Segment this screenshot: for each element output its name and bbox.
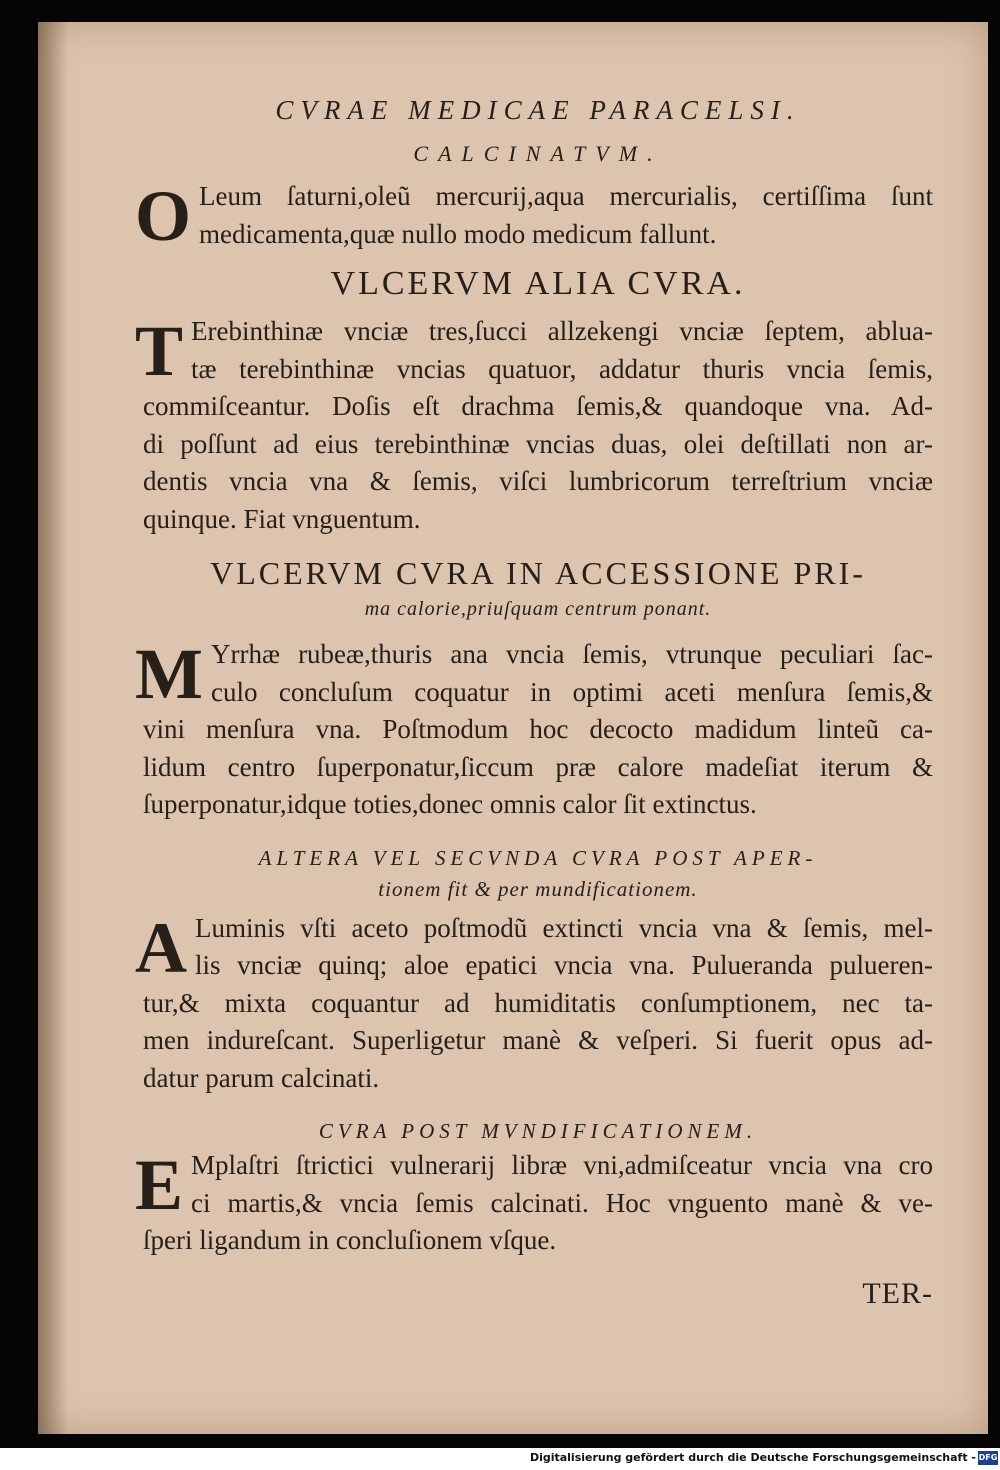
text-line: datur parum calcinati. [143, 1062, 380, 1093]
text-line: culo concluſum coquatur in optimi aceti menſura ſemis,& [210, 676, 933, 707]
text-line: vini menſura vna. Poſtmodum hoc decocto madidum linteũ ca- [143, 714, 933, 744]
paragraph-ulcerum-accessione [135, 634, 933, 824]
section-title-continuation: ma calorie,priuſquam centrum ponant. [364, 598, 712, 620]
paragraph-altera-cura [135, 907, 933, 1098]
spine-shadow [38, 22, 68, 1434]
drop-capital: O [135, 176, 192, 256]
text-line: Leum ſaturni,oleũ mercurij,aqua mercurialis, certiſſima ſunt [199, 181, 933, 211]
text-line: Luminis vſti aceto poſtmodũ extincti vncia vna & ſemis, mel- [195, 912, 933, 943]
text-line: ci martis,& vncia ſemis calcinati. Hoc vnguento manè & ve- [191, 1187, 933, 1218]
footer-bar [0, 1448, 1000, 1470]
footer-credit: Digitalisierung gefördert durch die Deutsche Forschungsgemeinschaft - [529, 1451, 976, 1464]
book-page [38, 22, 988, 1434]
section-title-ulcerum-alia-cura: VLCERVM ALIA CVRA. [330, 265, 746, 302]
catchword: TER- [862, 1276, 933, 1310]
text-line: commiſceantur. Doſis eſt drachma ſemis,& quandoque vna. Ad- [143, 391, 933, 421]
section-title-continuation: tionem fit & per mundificationem. [378, 876, 698, 901]
text-line: Yrrhæ rubeæ,thuris ana vncia ſemis, vtrunque peculiari ſac- [210, 639, 933, 669]
section-title-calcinatum: CALCINATVM. [413, 141, 663, 166]
drop-capital: T [135, 311, 184, 391]
text-line: tur,& mixta coquantur ad humiditatis conſumptionem, nec ta- [143, 987, 933, 1018]
running-head: CVRAE MEDICAE PARACELSI. [275, 95, 801, 125]
dfg-logo-icon: DFG [978, 1451, 998, 1465]
paragraph-ulcerum-alia-cura [135, 311, 933, 538]
section-title-altera-cura: ALTERA VEL SECVNDA CVRA POST APER- [258, 845, 818, 870]
drop-capital: E [135, 1145, 184, 1225]
paragraph-cura-post [135, 1145, 933, 1260]
text-line: Erebinthinæ vnciæ tres,ſucci allzekengi vnciæ ſeptem, ablua- [191, 316, 933, 346]
text-line: Mplaſtri ſtrictici vulnerarij libræ vni,admiſceatur vncia vna cro [191, 1150, 933, 1180]
text-line: ſperi ligandum in concluſionem vſque. [143, 1225, 557, 1255]
text-line: quinque. Fiat vnguentum. [143, 503, 421, 534]
text-line: lis vnciæ quinq; aloe epatici vncia vna. Pulueranda pulueren- [195, 950, 933, 980]
text-line: dentis vncia vna & ſemis, viſci lumbricorum terreſtrium vnciæ [143, 466, 933, 496]
paragraph-calcinatum [135, 176, 933, 256]
text-line: men indureſcant. Superligetur manè & veſperi. Si fuerit opus ad- [143, 1025, 933, 1055]
text-line: medicamenta,quæ nullo modo medicum fallunt. [199, 218, 717, 249]
drop-capital: A [135, 907, 187, 988]
section-title-cura-post: CVRA POST MVNDIFICATIONEM. [318, 1119, 758, 1143]
text-line: tæ terebinthinæ vncias quatuor, addatur thuris vncia ſemis, [191, 353, 933, 384]
text-line: lidum centro ſuperponatur,ſiccum præ calore madeſiat iterum & [143, 751, 933, 782]
section-title-ulcerum-accessione: VLCERVM CVRA IN ACCESSIONE PRI- [210, 555, 866, 591]
drop-capital: M [135, 634, 203, 714]
page-text-block [135, 82, 933, 1314]
text-line: di poſſunt ad eius terebinthinæ vncias duas, olei deſtillati non ar- [143, 428, 933, 459]
text-line: ſuperponatur,idque toties,donec omnis calor ſit extinctus. [143, 789, 757, 819]
